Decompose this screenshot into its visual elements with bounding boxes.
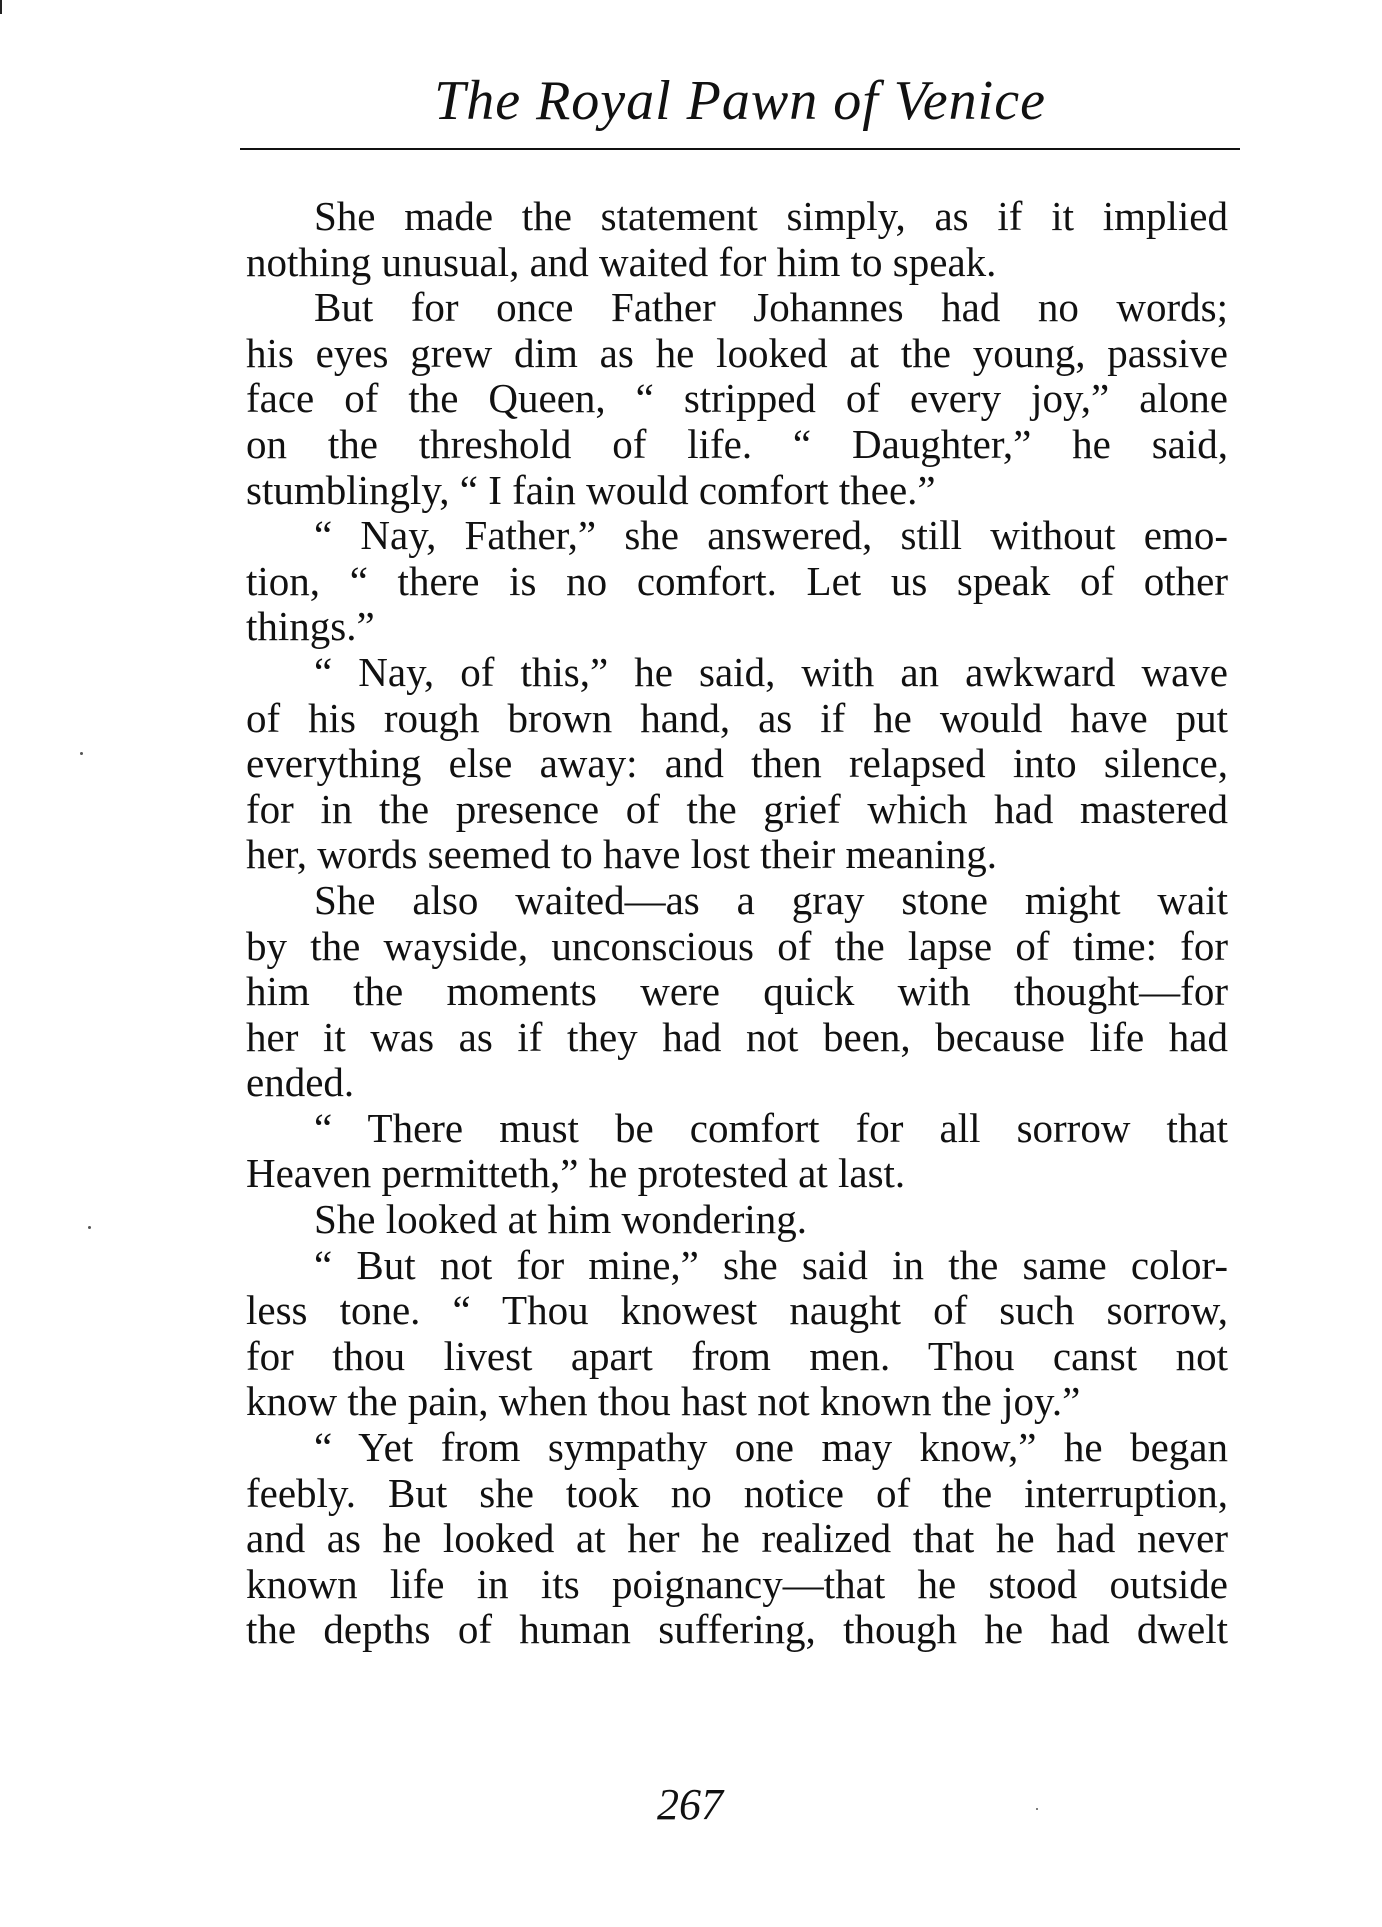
text-line: the depths of human suffering, though he had dwelt (246, 1606, 1228, 1653)
text-line: But for once Father Johannes had no words; (314, 284, 1228, 331)
text-line: She looked at him wondering. (314, 1196, 808, 1243)
text-line: face of the Queen, “ stripped of every joy,” alone (246, 375, 1228, 422)
scan-edge-mark (0, 0, 2, 14)
scan-speck (1036, 1808, 1038, 1810)
text-line: by the wayside, unconscious of the lapse of time: for (246, 922, 1228, 969)
text-line: her, words seemed to have lost their meaning. (246, 831, 997, 878)
header-rule (240, 148, 1240, 150)
text-line: She made the statement simply, as if it implied (314, 193, 1228, 239)
text-line: Heaven permitteth,” he protested at last. (246, 1150, 906, 1197)
scan-speck (88, 1226, 91, 1229)
text-line: “ Nay, Father,” she answered, still without emo- (314, 512, 1228, 559)
text-line: for in the presence of the grief which had mastered (246, 785, 1228, 832)
text-line: She also waited—as a gray stone might wait (314, 876, 1228, 923)
text-line: nothing unusual, and waited for him to speak. (246, 238, 997, 285)
text-line: stumblingly, “ I fain would comfort thee.” (246, 466, 936, 513)
text-line: “ Nay, of this,” he said, with an awkward wave (314, 648, 1228, 695)
text-line: and as he looked at her he realized that he had never (246, 1515, 1228, 1562)
text-line: know the pain, when thou hast not known the joy.” (246, 1378, 1081, 1425)
text-line: her it was as if they had not been, because life had (246, 1013, 1228, 1060)
text-line: ended. (246, 1059, 355, 1106)
text-line: “ But not for mine,” she said in the same color- (314, 1241, 1228, 1288)
text-line: for thou livest apart from men. Thou canst not (246, 1332, 1228, 1379)
text-line: of his rough brown hand, as if he would have put (246, 694, 1228, 741)
text-line: his eyes grew dim as he looked at the young, passive (246, 329, 1228, 376)
body-text (246, 194, 1228, 1653)
scan-speck (80, 752, 83, 755)
text-line: him the moments were quick with thought—for (246, 968, 1228, 1015)
text-line: “ There must be comfort for all sorrow that (314, 1104, 1228, 1151)
text-line: feebly. But she took no notice of the interruption, (246, 1469, 1228, 1516)
text-line: less tone. “ Thou knowest naught of such sorrow, (246, 1287, 1228, 1334)
text-line: tion, “ there is no comfort. Let us speak of other (246, 557, 1228, 604)
text-line: on the threshold of life. “ Daughter,” he said, (246, 420, 1228, 467)
text-line: things.” (246, 603, 375, 650)
running-head: The Royal Pawn of Venice (434, 70, 1046, 132)
text-line: “ Yet from sympathy one may know,” he began (314, 1424, 1228, 1471)
text-line: known life in its poignancy—that he stood outside (246, 1560, 1228, 1607)
text-line: everything else away: and then relapsed into silence, (246, 740, 1228, 787)
page-number: 267 (657, 1780, 723, 1829)
